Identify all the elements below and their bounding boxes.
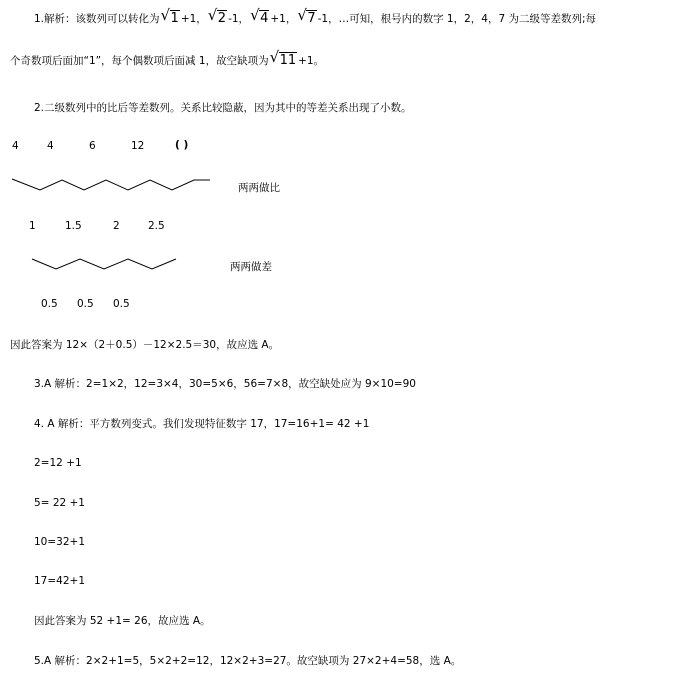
s2-conclusion: 因此答案为 12×（2＋0.5）－12×2.5＝30，故应选 A。 xyxy=(10,339,280,351)
zigzag-line-diff xyxy=(32,259,176,269)
row1-num-4: 12 xyxy=(131,140,145,152)
row1-num-1: 4 xyxy=(12,140,19,152)
sqrt-4: √ 4 xyxy=(250,6,269,26)
row3-num-2: 0.5 xyxy=(77,298,94,310)
s5-line: 5.A 解析：2×2+1=5，5×2+2=12，12×2+3=27。故空缺项为 27×2+4=58，选 A。 xyxy=(34,655,462,667)
sqrt-2: √ 2 xyxy=(207,6,227,26)
s4-conclusion: 因此答案为 52 +1= 26，故应选 A。 xyxy=(34,615,211,627)
s1-line1: 1.解析：该数列可以转化为 √ 1 +1， √ 2 -1， √ 4 +1， √ 7 -1，…可知，根号内的数字 1，2，4，7 为二级等差数列;每 xyxy=(34,6,597,26)
row3-num-1: 0.5 xyxy=(41,298,58,310)
s1-line2: 个奇数项后面加“1”，每个偶数项后面减 1，故空缺项为 √ 11 +1。 xyxy=(10,48,325,68)
label-ratio: 两两做比 xyxy=(238,182,280,194)
row2-num-3: 2 xyxy=(113,220,120,232)
s4-header: 4. A 解析：平方数列变式。我们发现特征数字 17，17=16+1= 42 +1 xyxy=(34,418,370,430)
s2-intro: 2.二级数列中的比后等差数列。关系比较隐蔽，因为其中的等差关系出现了小数。 xyxy=(34,102,412,114)
row1-blank: ( ) xyxy=(175,139,189,151)
s4-line-4: 17=42+1 xyxy=(34,575,85,587)
s4-line-3: 10=32+1 xyxy=(34,536,85,548)
s4-line-2: 5= 22 +1 xyxy=(34,497,85,509)
zigzag-line-ratio xyxy=(12,179,210,190)
s1-label: 1.解析：该数列可以转化为 xyxy=(34,13,160,25)
row1-num-2: 4 xyxy=(47,140,54,152)
row2-num-4: 2.5 xyxy=(148,220,165,232)
row1-num-3: 6 xyxy=(89,140,96,152)
s3-line: 3.A 解析：2=1×2，12=3×4，30=5×6，56=7×8，故空缺处应为 9×10=90 xyxy=(34,378,416,390)
label-diff: 两两做差 xyxy=(230,261,272,273)
sqrt-1: √ 1 xyxy=(160,6,179,26)
sqrt-11: √ 11 xyxy=(269,48,297,68)
s4-line-1: 2=12 +1 xyxy=(34,457,82,469)
row2-num-2: 1.5 xyxy=(65,220,82,232)
sqrt-7: √ 7 xyxy=(297,6,316,26)
row2-num-1: 1 xyxy=(29,220,36,232)
row3-num-3: 0.5 xyxy=(113,298,130,310)
